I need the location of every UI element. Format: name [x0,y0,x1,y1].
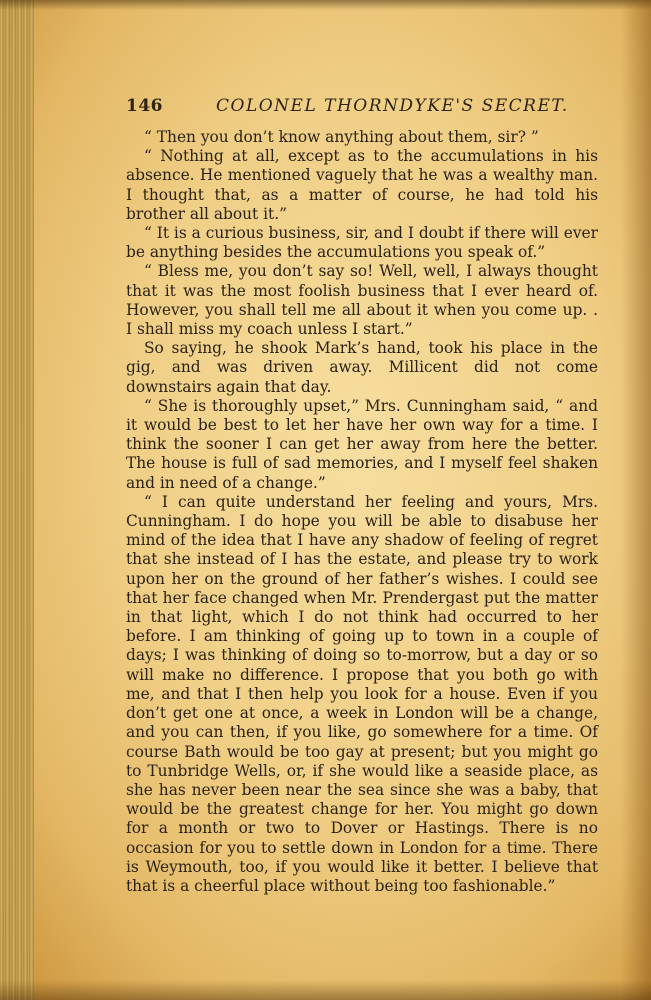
paragraph: So saying, he shook Mark’s hand, took his place in the gig, and was driven away. Millicent did not come downstairs again that day. [126,339,598,396]
paragraph: “ Then you don’t know anything about them, sir? ” [144,128,539,146]
page-edges [0,0,34,1000]
right-shadow [621,0,651,1000]
running-header [126,96,598,120]
top-shadow [0,0,651,10]
body-text [126,128,598,896]
paragraph: “ I can quite understand her feeling and yours, Mrs. Cunningham. I do hope you will be able to disabuse her mind of the idea that I have any shadow of feeling of regret that she instead of I has the estate, and please try to work upon her on the ground of her father’s wishes. I could see that her face changed when Mr. Prendergast put the matter in that light, which I do not think had occurred to her before. I am thinking of going up to town in a couple of days; I was thinking of doing so to-morrow, but a day or so will make no difference. I propose that you both go with me, and that I then help you look for a house. Even if you don’t get one at once, a week in London will be a change, and you can then, if you like, go somewhere for a time. Of course Bath would be too gay at present; but you might go to Tunbridge Wells, or, if she would like a seaside place, as she has never been near the sea since she was a baby, that would be the greatest change for her. You might go down for a month or two to Dover or Hastings. There is no occasion for you to settle down in London for a time. There is Weymouth, too, if you would like it better. I believe that that is a cheerful place without being too fashionable.” [126,492,598,895]
running-title: COLONEL THORNDYKE'S SECRET. [216,96,569,116]
paragraph: “ It is a curious business, sir, and I doubt if there will ever be anything besides the accumulations you speak of.” [126,224,598,262]
paragraph: “ Bless me, you don’t say so! Well, well, I always thought that it was the most foolish business that I ever heard of. However, you shall tell me all about it when you come up. . I shall miss my coach unless I start.” [126,262,598,339]
paragraph: “ Nothing at all, except as to the accumulations in his absence. He mentioned vaguely that he was a wealthy man. I thought that, as a matter of course, he had told his brother all about it.” [126,147,598,223]
bottom-shadow [0,980,651,1000]
paragraph: “ She is thoroughly upset,” Mrs. Cunningham said, “ and it would be best to let her have her own way for a time. I think the sooner I can get her away from here the better. The house is full of sad memories, and I myself feel shaken and in need of a change.” [126,396,598,492]
page-number: 146 [126,96,163,116]
